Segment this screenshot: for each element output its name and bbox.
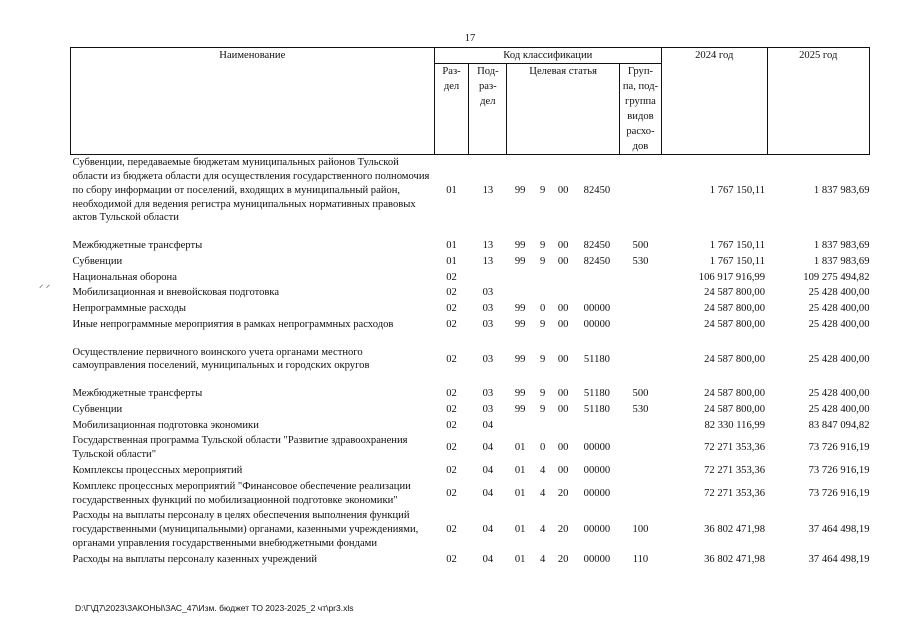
table-row	[71, 508, 870, 551]
row-target-type: 4	[540, 465, 546, 476]
row-expense-group	[619, 317, 661, 333]
row-spacer	[71, 333, 870, 345]
row-name: Непрограммные расходы	[72, 303, 186, 315]
row-expense-group: 500	[632, 388, 649, 400]
row-amount-2024: 24 587 800,00	[704, 287, 765, 299]
row-target-program: 01	[514, 442, 526, 454]
row-amount-2025: 37 464 498,19	[808, 553, 870, 565]
row-amount-2025: 1 837 983,69	[813, 240, 870, 252]
row-amount-2025: 73 726 916,19	[808, 442, 870, 454]
table-row	[71, 402, 870, 418]
row-razdel: 02	[446, 465, 457, 476]
row-target-program: 01	[514, 553, 526, 565]
row-amount-2025: 25 428 400,00	[808, 287, 870, 299]
row-razdel: 02	[446, 287, 457, 299]
row-target-direction: 00000	[583, 442, 611, 454]
row-target-program: 01	[514, 487, 526, 499]
row-target-type	[533, 270, 551, 286]
row-target-direction: 82450	[583, 184, 611, 196]
table-row	[71, 155, 870, 226]
header-group: Груп-па, под-группа видов расхо-дов	[619, 64, 661, 155]
row-amount-2024: 82 330 116,99	[704, 419, 765, 431]
row-target-program	[507, 285, 534, 301]
row-target-direction: 00000	[583, 465, 611, 476]
row-razdel: 02	[446, 318, 457, 330]
row-name: Межбюджетные трансферты	[72, 388, 203, 400]
row-name: Субвенции	[72, 403, 123, 415]
row-target-subprogram: 00	[557, 184, 569, 196]
row-target-subprogram: 00	[557, 240, 569, 252]
row-amount-2025: 109 275 494,82	[803, 271, 870, 283]
row-name: Национальная оборона	[72, 271, 177, 283]
row-amount-2025: 25 428 400,00	[808, 353, 870, 365]
row-target-program: 99	[514, 388, 526, 400]
row-target-type	[533, 418, 551, 434]
row-expense-group	[619, 463, 661, 479]
row-target-type: 9	[540, 184, 546, 196]
row-target-program: 99	[514, 353, 526, 365]
row-amount-2024: 24 587 800,00	[704, 388, 765, 400]
table-row	[71, 317, 870, 333]
table-body	[71, 155, 870, 568]
row-target-subprogram: 00	[557, 255, 569, 267]
row-spacer	[71, 374, 870, 386]
row-target-type: 4	[540, 524, 546, 536]
row-target-direction: 00000	[583, 487, 611, 499]
row-target-direction: 00000	[583, 524, 611, 536]
row-target-subprogram: 00	[557, 403, 569, 415]
row-podrazdel: 03	[482, 388, 494, 400]
row-name: Мобилизационная и вневойсковая подготовка	[72, 287, 280, 299]
row-target-program: 99	[514, 255, 526, 267]
row-expense-group: 500	[632, 240, 649, 252]
row-target-program: 01	[514, 465, 526, 476]
table-row	[71, 418, 870, 434]
row-name: Субвенции	[72, 255, 123, 267]
row-podrazdel: 04	[482, 442, 494, 454]
row-amount-2025: 37 464 498,19	[808, 524, 870, 536]
row-spacer	[71, 226, 870, 238]
row-target-program	[507, 418, 534, 434]
row-target-type: 9	[540, 255, 546, 267]
table-row	[71, 270, 870, 286]
table-row	[71, 285, 870, 301]
header-podrazdel: Под-раз-дел	[469, 64, 507, 155]
row-expense-group	[619, 270, 661, 286]
row-amount-2025: 25 428 400,00	[808, 318, 870, 330]
row-name: Комплексы процессных мероприятий	[72, 465, 243, 476]
row-target-direction: 51180	[583, 388, 610, 400]
row-target-subprogram	[552, 418, 575, 434]
row-amount-2025: 25 428 400,00	[808, 303, 870, 315]
row-razdel: 02	[446, 419, 457, 431]
header-code-group: Код классификации	[434, 48, 661, 64]
row-expense-group	[619, 418, 661, 434]
row-razdel: 02	[446, 303, 457, 315]
row-amount-2024: 24 587 800,00	[704, 303, 765, 315]
row-podrazdel: 03	[482, 303, 494, 315]
row-podrazdel: 13	[482, 240, 494, 252]
row-name: Субвенции, передаваемые бюджетам муниципальных районов Тульской области из бюджета области для осуществления государственного полномочия по сбору информации от поселений, входящих в муниципальный район, необходимой для ведения регистра муниципальных нормативных правовых актов Тульской области	[72, 157, 430, 224]
table-row	[71, 463, 870, 479]
row-expense-group	[619, 479, 661, 509]
row-target-direction	[574, 418, 619, 434]
row-target-program: 99	[514, 318, 526, 330]
row-target-subprogram: 00	[557, 442, 569, 454]
row-target-program: 99	[514, 184, 526, 196]
table-row	[71, 433, 870, 463]
row-target-program: 99	[514, 240, 526, 252]
row-expense-group: 530	[632, 255, 649, 267]
row-podrazdel: 13	[482, 184, 494, 196]
row-target-type: 9	[540, 353, 546, 365]
row-name: Расходы на выплаты персоналу в целях обеспечения выполнения функций государственными (муниципальными) органами, казенными учреждениями, органами управления государственными внебюджетными фондами	[72, 510, 419, 549]
row-podrazdel	[469, 270, 507, 286]
row-target-direction: 00000	[583, 553, 611, 565]
row-target-direction	[574, 285, 619, 301]
row-razdel: 02	[446, 524, 457, 536]
budget-table	[70, 47, 870, 567]
row-amount-2024: 24 587 800,00	[704, 318, 765, 330]
stray-mark: ⸍ ⸍	[39, 283, 51, 293]
row-amount-2024: 24 587 800,00	[704, 353, 765, 365]
row-target-type: 4	[540, 553, 546, 565]
table-row	[71, 254, 870, 270]
page-number: 17	[464, 33, 476, 44]
row-podrazdel: 03	[482, 403, 494, 415]
row-target-program: 99	[514, 403, 526, 415]
row-target-direction: 82450	[583, 255, 611, 267]
row-expense-group	[619, 433, 661, 463]
row-target-type: 9	[540, 240, 546, 252]
row-target-type	[533, 285, 551, 301]
row-name: Осуществление первичного воинского учета органами местного самоуправления поселений, муниципальных и городских округов	[72, 346, 370, 372]
row-target-type: 0	[540, 303, 546, 315]
row-razdel: 02	[446, 388, 457, 400]
row-amount-2024: 1 767 150,11	[709, 240, 765, 252]
row-amount-2024: 106 917 916,99	[698, 271, 765, 283]
row-podrazdel: 03	[482, 318, 494, 330]
row-amount-2024: 1 767 150,11	[709, 184, 765, 196]
row-target-subprogram	[552, 270, 575, 286]
row-target-subprogram: 00	[557, 465, 569, 476]
row-amount-2024: 72 271 353,36	[704, 465, 765, 476]
row-podrazdel: 03	[482, 353, 494, 365]
table-row	[71, 238, 870, 254]
row-name: Мобилизационная подготовка экономики	[72, 419, 259, 431]
row-target-direction: 51180	[583, 353, 610, 365]
row-target-program: 01	[514, 524, 526, 536]
row-razdel: 02	[446, 353, 457, 365]
table-row	[71, 479, 870, 509]
row-expense-group	[619, 301, 661, 317]
header-year-2024: 2024 год	[662, 48, 768, 155]
row-amount-2024: 1 767 150,11	[709, 255, 765, 267]
row-amount-2025: 25 428 400,00	[808, 403, 870, 415]
table-row	[71, 386, 870, 402]
row-podrazdel: 03	[482, 287, 494, 299]
row-target-direction: 00000	[583, 318, 611, 330]
row-expense-group	[619, 155, 661, 226]
row-razdel: 01	[446, 255, 457, 267]
row-podrazdel: 13	[482, 255, 494, 267]
row-razdel: 02	[446, 487, 457, 499]
row-target-subprogram: 00	[557, 303, 569, 315]
row-razdel: 02	[446, 442, 457, 454]
row-podrazdel: 04	[482, 419, 494, 431]
row-target-direction: 00000	[583, 303, 611, 315]
row-target-direction: 82450	[583, 240, 611, 252]
row-target-type: 9	[540, 388, 546, 400]
row-target-subprogram	[552, 285, 575, 301]
row-amount-2025: 83 847 094,82	[808, 419, 870, 431]
table-row	[71, 301, 870, 317]
header-target: Целевая статья	[507, 64, 620, 155]
row-amount-2025: 25 428 400,00	[808, 388, 870, 400]
row-target-type: 0	[540, 442, 546, 454]
row-amount-2024: 72 271 353,36	[704, 487, 765, 499]
row-target-subprogram: 20	[557, 524, 569, 536]
row-podrazdel: 04	[482, 553, 494, 565]
header-year-2025: 2025 год	[767, 48, 870, 155]
header-name: Наименование	[71, 48, 435, 155]
row-name: Межбюджетные трансферты	[72, 240, 203, 252]
row-target-subprogram: 00	[557, 388, 569, 400]
row-amount-2025: 73 726 916,19	[808, 465, 870, 476]
row-amount-2024: 72 271 353,36	[704, 442, 765, 454]
row-amount-2024: 36 802 471,98	[704, 553, 765, 565]
row-name: Иные непрограммные мероприятия в рамках непрограммных расходов	[72, 318, 394, 330]
row-target-subprogram: 20	[557, 553, 569, 565]
row-target-direction: 51180	[583, 403, 610, 415]
row-target-type: 4	[540, 487, 546, 499]
table-row	[71, 552, 870, 568]
row-expense-group: 100	[632, 524, 649, 536]
row-razdel: 02	[446, 403, 457, 415]
row-target-program: 99	[514, 303, 526, 315]
row-podrazdel: 04	[482, 487, 494, 499]
row-name: Расходы на выплаты персоналу казенных учреждений	[72, 553, 317, 565]
row-amount-2024: 24 587 800,00	[704, 403, 765, 415]
row-razdel: 01	[446, 184, 457, 196]
row-target-type: 9	[540, 403, 546, 415]
row-razdel: 01	[446, 240, 457, 252]
row-target-subprogram: 20	[557, 487, 569, 499]
row-razdel: 02	[446, 553, 457, 565]
row-target-type: 9	[540, 318, 546, 330]
row-podrazdel: 04	[482, 465, 494, 476]
row-expense-group	[619, 345, 661, 375]
table-row	[71, 345, 870, 375]
row-amount-2025: 73 726 916,19	[808, 487, 870, 499]
row-target-subprogram: 00	[557, 353, 569, 365]
file-path-footer: D:\Г\Д7\2023\ЗАКОНЫ\ЗАС_47\Изм. бюджет ТО 2023-2025_2 чт\pr3.xls	[75, 603, 354, 613]
row-podrazdel: 04	[482, 524, 494, 536]
row-target-direction	[574, 270, 619, 286]
row-name: Государственная программа Тульской области "Развитие здравоохранения Тульской области"	[72, 435, 408, 461]
row-name: Комплекс процессных мероприятий "Финансовое обеспечение реализации государственных функций по мобилизационной подготовке экономики"	[72, 480, 411, 506]
row-target-program	[507, 270, 534, 286]
row-amount-2025: 1 837 983,69	[813, 255, 870, 267]
row-amount-2025: 1 837 983,69	[813, 184, 870, 196]
row-amount-2024: 36 802 471,98	[704, 524, 765, 536]
row-expense-group	[619, 285, 661, 301]
header-razdel: Раз-дел	[434, 64, 469, 155]
row-razdel: 02	[446, 271, 457, 283]
row-expense-group: 110	[632, 553, 649, 565]
row-expense-group: 530	[632, 403, 649, 415]
row-target-subprogram: 00	[557, 318, 569, 330]
